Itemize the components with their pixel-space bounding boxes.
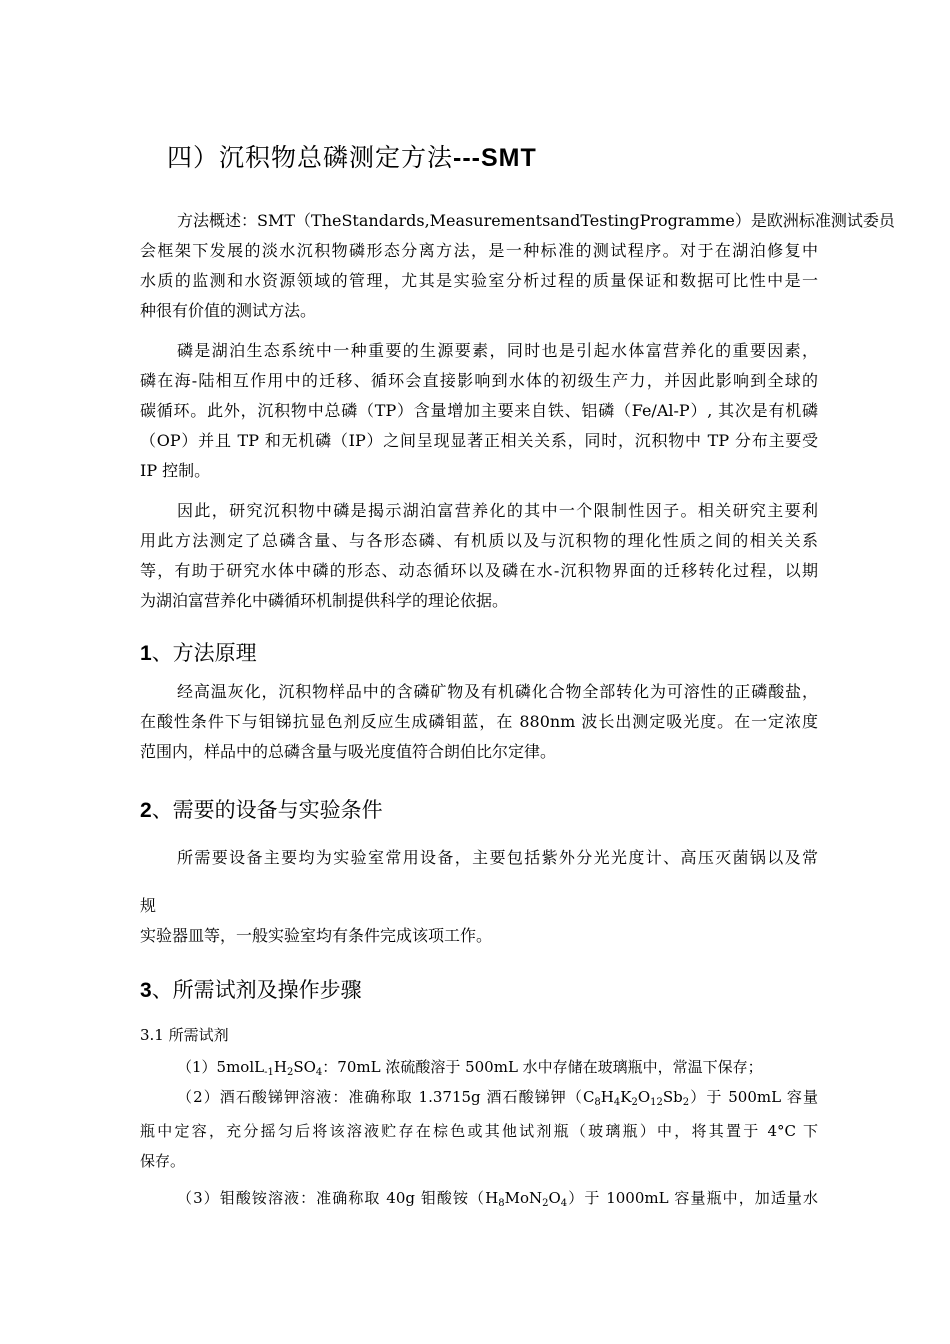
title-text: 四）沉积物总磷测定方法 <box>167 143 454 172</box>
reagent-item-1 <box>177 1056 763 1077</box>
subscript: 4 <box>315 1067 323 1078</box>
paragraph-equipment <box>140 843 818 873</box>
text-line: 碳循环。此外，沉积物中总磷（TP）含量增加主要来自铁、铝磷（Fe/Al-P）, 其次是有机磷 <box>140 401 818 420</box>
reagent-text: SO <box>293 1058 316 1076</box>
text-line: 所需要设备主要均为实验室常用设备，主要包括紫外分光光度计、高压灭菌锅以及常 <box>177 848 818 867</box>
reagent-text: H <box>600 1088 614 1106</box>
reagent-text: MoN <box>504 1189 543 1207</box>
reagent-text: H <box>273 1058 287 1076</box>
section-heading-equipment <box>140 794 383 824</box>
section-title: 、方法原理 <box>151 641 257 665</box>
subscript: 12 <box>650 1097 663 1108</box>
reagent-text: （2）酒石酸锑钾溶液：准确称取 1.3715g 酒石酸锑钾（C <box>177 1088 595 1106</box>
reagent-text: O <box>548 1189 561 1207</box>
paragraph-research <box>140 496 818 616</box>
subscript: 8 <box>498 1198 505 1209</box>
text-line: 因此，研究沉积物中磷是揭示湖泊富营养化的其中一个限制性因子。相关研究主要利 <box>177 501 818 520</box>
reagent-text: Sb <box>662 1088 683 1106</box>
text-line: 磷是湖泊生态系统中一种重要的生源要素，同时也是引起水体富营养化的重要因素， <box>177 341 818 360</box>
text-line: 用此方法测定了总磷含量、与各形态磷、有机质以及与沉积物的理化性质之间的相关关系 <box>140 531 818 550</box>
text-line: 为湖泊富营养化中磷循环机制提供科学的理论依据。 <box>140 591 509 610</box>
reagent-item-2 <box>177 1086 818 1107</box>
subscript: 8 <box>594 1097 601 1108</box>
reagent-text: O <box>637 1088 651 1106</box>
reagent-text: （1）5molL <box>177 1058 265 1076</box>
subsection-heading: 3.1 所需试剂 <box>140 1026 229 1044</box>
section-title: 、需要的设备与实验条件 <box>151 798 383 822</box>
paragraph-overview <box>140 206 895 326</box>
text-line: 经高温灰化，沉积物样品中的含磷矿物及有机磷化合物全部转化为可溶性的正磷酸盐， <box>177 682 818 701</box>
subscript: 2 <box>542 1198 549 1209</box>
text-line: 磷在海-陆相互作用中的迁移、循环会直接影响到水体的初级生产力，并因此影响到全球的 <box>140 371 818 390</box>
text-line: 方法概述：SMT（TheStandards,MeasurementsandTestingProgramme）是欧洲标准测试委员 <box>177 211 895 230</box>
subscript: 2 <box>631 1097 638 1108</box>
text-line: IP 控制。 <box>140 461 211 480</box>
subscript: 2 <box>286 1067 294 1078</box>
text-line: 保存。 <box>140 1152 186 1170</box>
reagent-item-2-cont <box>140 1116 818 1176</box>
paragraph-principle <box>140 677 818 767</box>
text-line: 会框架下发展的淡水沉积物磷形态分离方法，是一种标准的测试程序。对于在湖泊修复中 <box>140 241 818 260</box>
text-line: 规 <box>140 896 157 915</box>
paragraph-equipment-cont <box>140 891 818 951</box>
page-title <box>167 138 537 174</box>
subscript: 2 <box>682 1097 690 1108</box>
section-number: 2 <box>140 799 152 822</box>
text-line: 瓶中定容，充分摇匀后将该溶液贮存在棕色或其他试剂瓶（玻璃瓶）中，将其置于 4°C 下 <box>140 1122 818 1140</box>
subscript: 4 <box>613 1097 621 1108</box>
section-title: 、所需试剂及操作步骤 <box>151 978 362 1002</box>
text-line: 范围内，样品中的总磷含量与吸光度值符合朗伯比尔定律。 <box>140 742 557 761</box>
subscript: 4 <box>560 1198 568 1209</box>
reagent-text: ：70mL 浓硫酸溶于 500mL 水中存储在玻璃瓶中，常温下保存； <box>322 1058 763 1076</box>
reagent-text: （3）钼酸铵溶液：准确称取 40g 钼酸铵（H <box>177 1189 499 1207</box>
paragraph-phosphorus <box>140 336 818 486</box>
subscript: -1 <box>264 1067 274 1078</box>
section-heading-reagents <box>140 974 362 1004</box>
text-line: （OP）并且 TP 和无机磷（IP）之间呈现显著正相关关系，同时，沉积物中 TP 分布主要受 <box>140 431 818 450</box>
text-line: 水质的监测和水资源领域的管理，尤其是实验室分析过程的质量保证和数据可比性中是一 <box>140 271 818 290</box>
reagent-text: K <box>620 1088 632 1106</box>
reagent-item-3 <box>177 1187 818 1208</box>
text-line: 种很有价值的测试方法。 <box>140 301 317 320</box>
section-number: 1 <box>140 642 152 665</box>
text-line: 等，有助于研究水体中磷的形态、动态循环以及磷在水-沉积物界面的迁移转化过程，以期 <box>140 561 818 580</box>
text-line: 在酸性条件下与钼锑抗显色剂反应生成磷钼蓝，在 880nm 波长出测定吸光度。在一定浓度 <box>140 712 818 731</box>
reagent-text: ）于 500mL 容量 <box>689 1088 818 1106</box>
section-number: 3 <box>140 979 152 1002</box>
reagent-text: ）于 1000mL 容量瓶中，加适量水 <box>567 1189 818 1207</box>
title-suffix: ---SMT <box>453 144 537 172</box>
section-heading-principle <box>140 637 257 667</box>
text-line: 实验器皿等，一般实验室均有条件完成该项工作。 <box>140 926 493 945</box>
